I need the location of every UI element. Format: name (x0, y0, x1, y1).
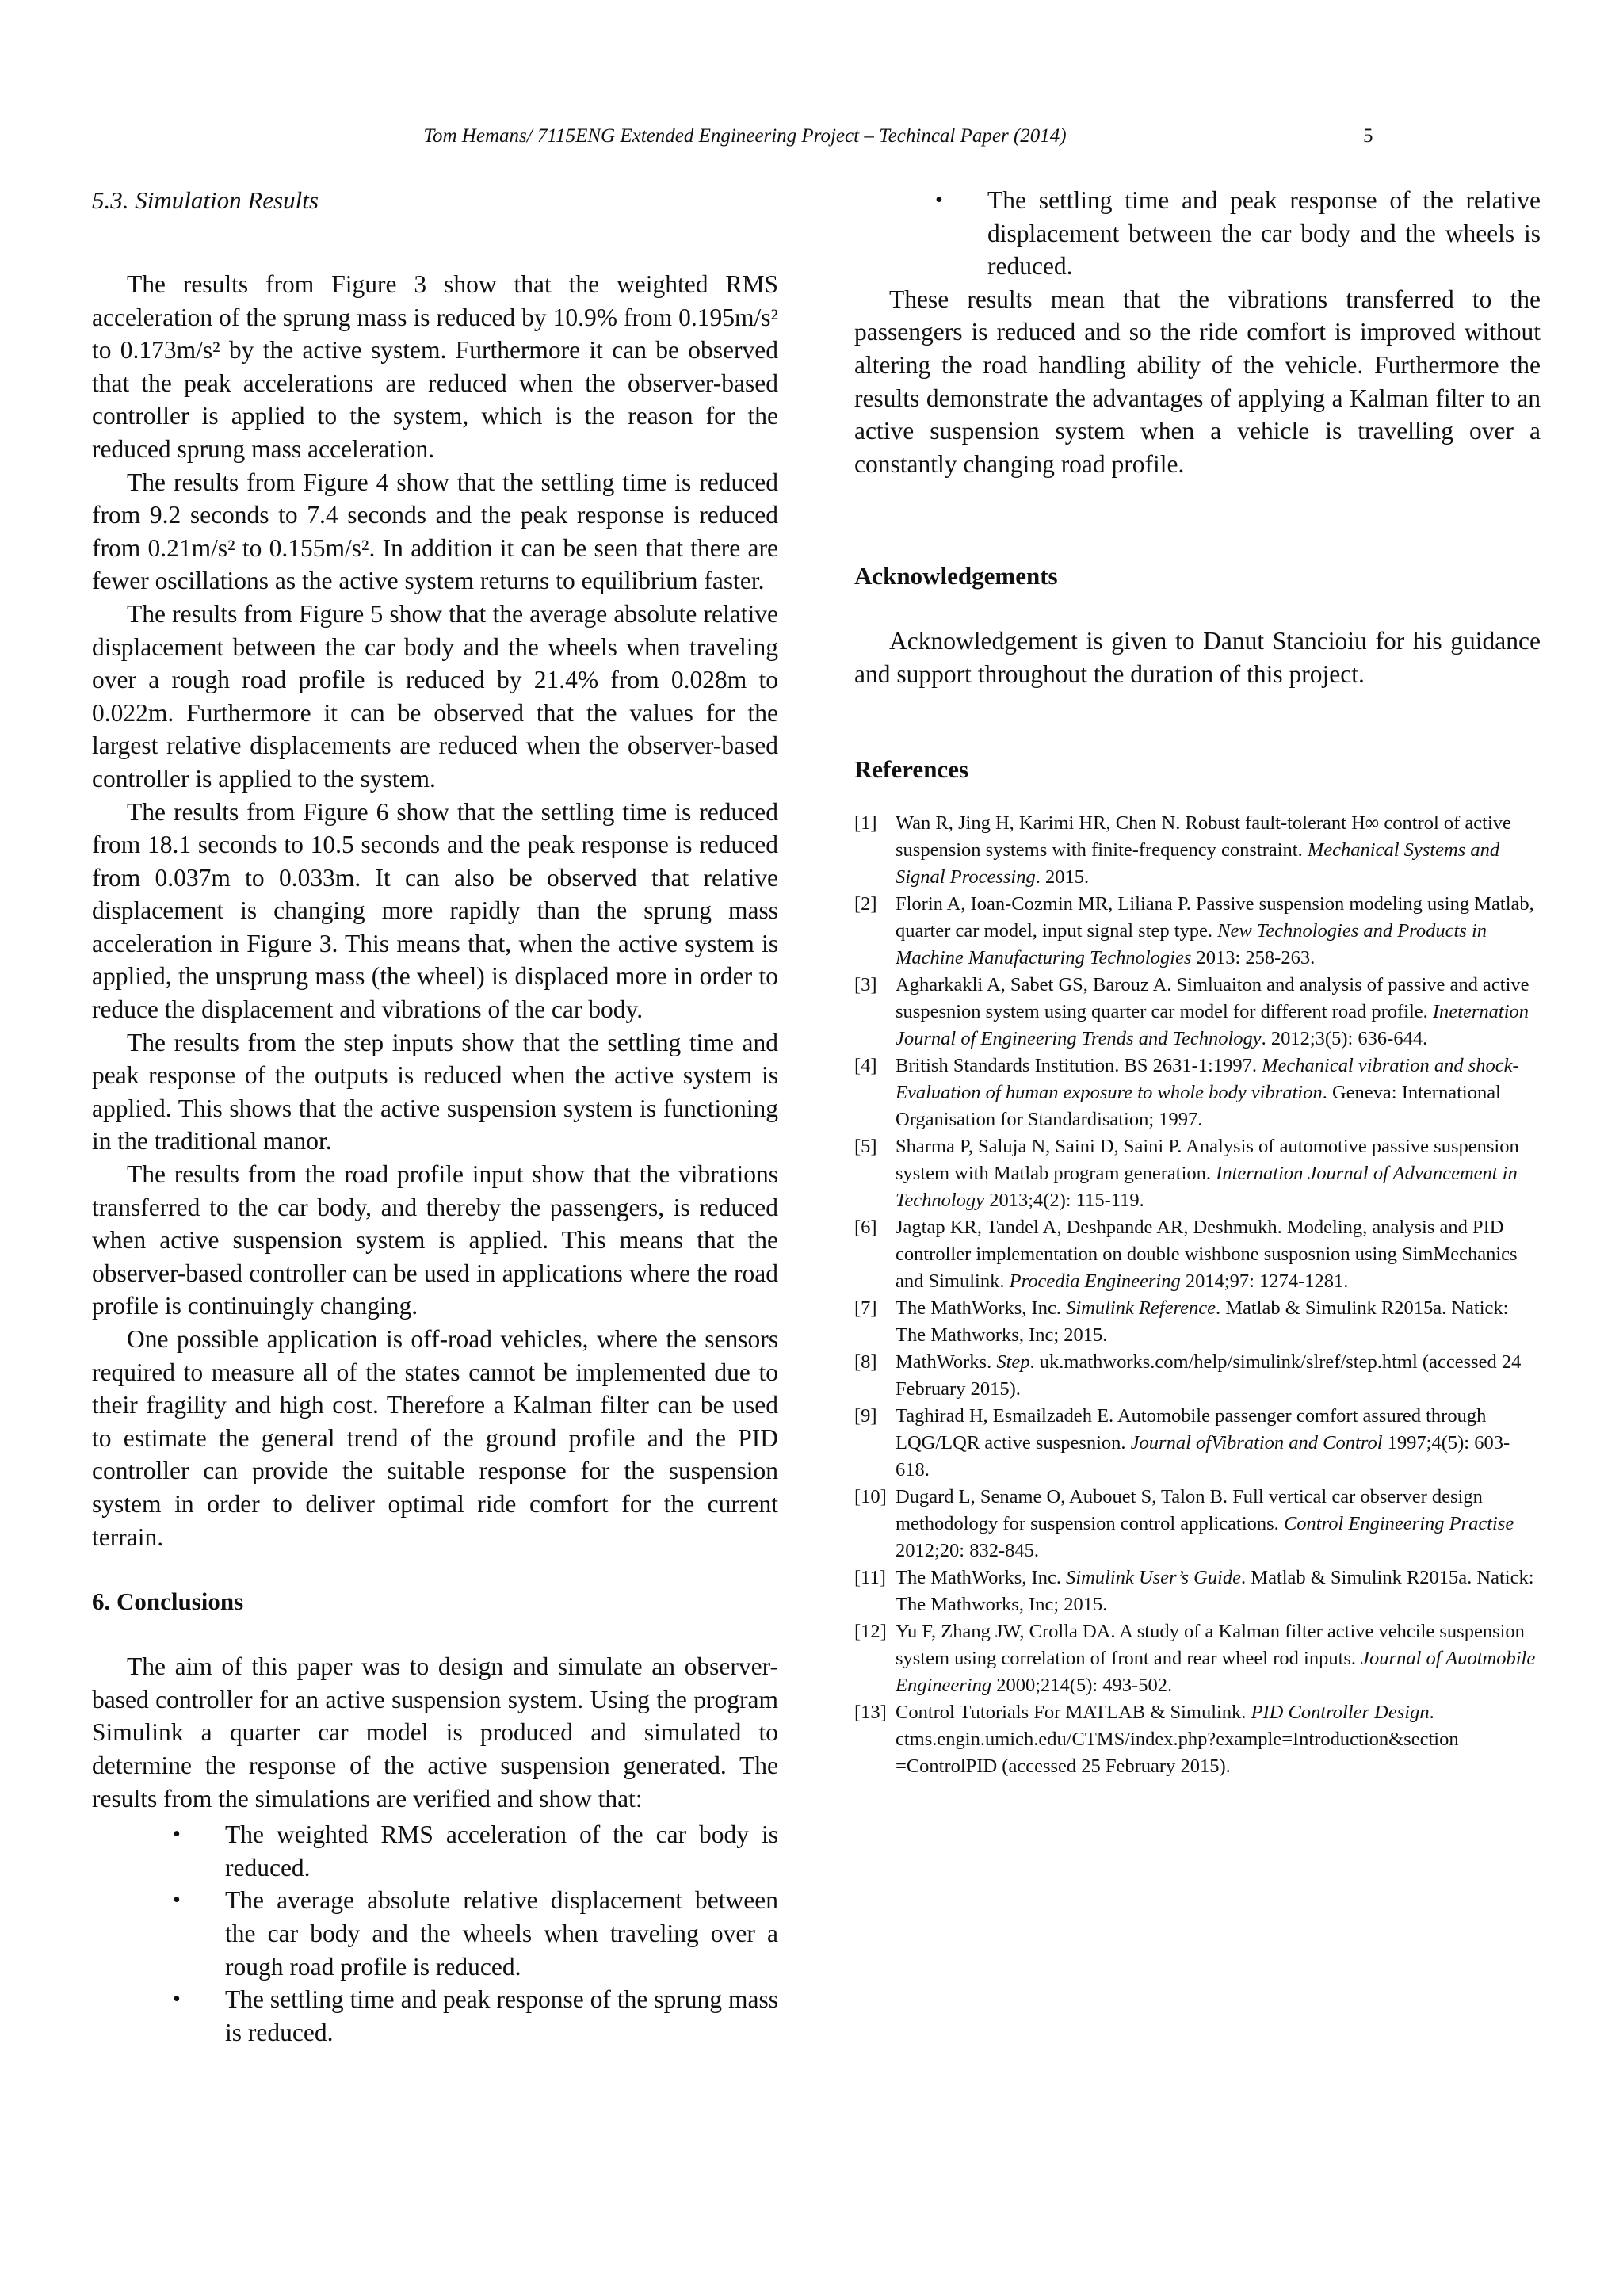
left-column (92, 184, 778, 2049)
continued-bullet-list (935, 184, 1541, 283)
section-heading-conclusions: 6. Conclusions (92, 1587, 244, 1616)
section-heading-acknowledgements: Acknowledgements (854, 562, 1058, 590)
reference-item (854, 1699, 1541, 1780)
reference-text: British Standards Institution. BS 2631-1:1997. (896, 1054, 1262, 1076)
bullet-text: The average absolute relative displacement between the car body and the wheels when traveling over a rough road profile is reduced. (225, 1886, 778, 1981)
reference-tail: 2013: 258-263. (1191, 946, 1316, 968)
reference-source: Journal ofVibration and Control (1130, 1431, 1383, 1454)
reference-text: Taghirad H, Esmailzadeh E. Automobile passenger comfort assured through LQG/LQR active suspesnion. (896, 1404, 1487, 1454)
reference-number: [9] (854, 1404, 877, 1427)
reference-number: [8] (854, 1350, 877, 1373)
reference-source: Ineternation Journal of Engineering Trends and Technology (896, 1000, 1529, 1049)
reference-number: [1] (854, 812, 877, 834)
paragraph: The results from Figure 5 show that the average absolute relative displacement between the car body and the wheels when traveling over a rough road profile is reduced by 21.4% from 0.028m to 0.022m. Furthermore it can be observed that the values for the largest relative displacements are reduced when the observer-based controller is applied to the system. (92, 599, 778, 793)
reference-number: [5] (854, 1135, 877, 1157)
paragraph: The results from Figure 6 show that the settling time is reduced from 18.1 seconds to 10.5 seconds and the peak response is reduced from 0.037m to 0.033m. It can also be observed that relative displacement is changing more rapidly than the sprung mass acceleration in Figure 3. This means that, when the active system is applied, the unsprung mass (the wheel) is displaced more in order to reduce the displacement and vibrations of the car body. (92, 797, 778, 1024)
paragraph: The results from Figure 3 show that the weighted RMS acceleration of the sprung mass is reduced by 10.9% from 0.195m/s² to 0.173m/s² by the active system. Furthermore it can be observed that the peak accelerations are reduced when the observer-based controller is applied to the system, which is the reason for the reduced sprung mass acceleration. (92, 270, 778, 463)
section-heading-references: References (854, 755, 969, 783)
reference-tail: 1997;4(5): 603-618. (896, 1431, 1510, 1480)
reference-tail: . 2015. (1035, 865, 1090, 888)
reference-item (854, 1403, 1541, 1484)
paragraph: These results mean that the vibrations transferred to the passengers is reduced and so the ride comfort is improved without altering the road handling ability of the vehicle. Furthermore the results demonstrate the advantages of applying a Kalman filter to an active suspension system when a vehicle is travelling over a constantly changing road profile. (854, 285, 1541, 478)
reference-tail: . Geneva: International Organisation for Standardisation; 1997. (896, 1081, 1501, 1130)
reference-text: Yu F, Zhang JW, Crolla DA. A study of a Kalman filter active vehcile suspension system using correlation of front and rear wheel rod inputs. (896, 1620, 1525, 1669)
reference-source: Mechanical Systems and Signal Processing (896, 839, 1500, 888)
bullet-icon: • (173, 1888, 181, 1913)
reference-text: Dugard L, Sename O, Aubouet S, Talon B. Full vertical car observer design methodology for suspension control applications. (896, 1485, 1483, 1534)
reference-source: Step (996, 1350, 1030, 1373)
reference-item (854, 1484, 1541, 1564)
reference-source: Procedia Engineering (1009, 1270, 1181, 1292)
paragraph: One possible application is off-road vehicles, where the sensors required to measure all of the states cannot be implemented due to their fragility and high cost. Therefore a Kalman filter can be used to estimate the general trend of the ground profile and the PID controller can provide the suitable response for the suspension system in order to deliver optimal ride comfort for the current terrain. (92, 1325, 778, 1551)
reference-text: Sharma P, Saluja N, Saini D, Saini P. Analysis of automotive passive suspension system with Matlab program generation. (896, 1135, 1519, 1184)
reference-tail: . uk.mathworks.com/help/simulink/slref/step.html (accessed 24 February 2015). (896, 1350, 1522, 1400)
reference-item (854, 1052, 1541, 1133)
reference-number: [2] (854, 892, 877, 915)
conclusions-paragraph: The aim of this paper was to design and simulate an observer-based controller for an active suspension system. Using the program Simulink a quarter car model is produced and simulated to determine the response of the active suspension generated. The results from the simulations are verified and show that: (92, 1652, 778, 1813)
list-item (173, 1884, 778, 1983)
bullet-icon: • (173, 1822, 181, 1847)
reference-text: The MathWorks, Inc. (896, 1297, 1067, 1319)
reference-item (854, 1564, 1541, 1618)
reference-number: [12] (854, 1620, 887, 1642)
reference-number: [4] (854, 1054, 877, 1076)
reference-item (854, 1214, 1541, 1295)
reference-number: [11] (854, 1566, 886, 1588)
reference-text: Agharkakli A, Sabet GS, Barouz A. Simluaiton and analysis of passive and active suspesnion system using quarter car model for different road profile. (896, 973, 1529, 1022)
reference-source: Simulink Reference (1066, 1297, 1216, 1319)
reference-item (854, 972, 1541, 1052)
reference-source: Journal of Auotmobile Engineering (896, 1647, 1536, 1696)
reference-source: PID Controller Design (1251, 1701, 1430, 1723)
reference-tail: . Matlab & Simulink R2015a. Natick: The Mathworks, Inc; 2015. (896, 1297, 1509, 1346)
reference-item (854, 1133, 1541, 1214)
reference-tail: 2014;97: 1274-1281. (1180, 1270, 1349, 1292)
reference-number: [13] (854, 1701, 887, 1723)
reference-source: Mechanical vibration and shock- Evaluation of human exposure to whole body vibration (896, 1054, 1519, 1103)
list-item (173, 1983, 778, 2049)
bullet-text: The settling time and peak response of the sprung mass is reduced. (225, 1985, 778, 2046)
reference-item (854, 1349, 1541, 1403)
reference-source: Control Engineering Practise (1283, 1512, 1514, 1534)
header-title: Tom Hemans/ 7115ENG Extended Engineering Project – Techincal Paper (2014) (423, 125, 1067, 147)
paragraph: The results from the road profile input show that the vibrations transferred to the car body, and thereby the passengers, is reduced when active suspension system is applied. This means that the observer-based controller can be used in applications where the road profile is continuingly changing. (92, 1160, 778, 1320)
reference-item (854, 810, 1541, 891)
section-heading-simulation-results: 5.3. Simulation Results (92, 186, 319, 214)
reference-item (854, 1618, 1541, 1699)
paragraph: The results from Figure 4 show that the settling time is reduced from 9.2 seconds to 7.4 seconds and the peak response is reduced from 0.21m/s² to 0.155m/s². In addition it can be seen that there are fewer oscillations as the active system returns to equilibrium faster. (92, 468, 778, 595)
reference-text: MathWorks. (896, 1350, 997, 1373)
reference-source: Internation Journal of Advancement in Technology (896, 1162, 1518, 1211)
list-item (935, 184, 1541, 283)
reference-tail: 2012;20: 832-845. (896, 1539, 1040, 1561)
reference-tail: 2013;4(2): 115-119. (984, 1189, 1144, 1211)
reference-number: [10] (854, 1485, 887, 1507)
reference-tail: . Matlab & Simulink R2015a. Natick: The Mathworks, Inc; 2015. (896, 1566, 1534, 1615)
reference-number: [7] (854, 1297, 877, 1319)
reference-source: New Technologies and Products in Machine Manufacturing Technologies (896, 919, 1487, 968)
bullet-icon: • (173, 1987, 181, 2012)
reference-tail: . ctms.engin.umich.edu/CTMS/index.php?example=Introduction&section =ControlPID (accessed 25 February 2015). (896, 1701, 1459, 1777)
list-item (173, 1818, 778, 1884)
right-column (854, 184, 1541, 1780)
reference-text: Jagtap KR, Tandel A, Deshpande AR, Deshmukh. Modeling, analysis and PID controller implementation on double wishbone susposnion using SimMechanics and Simulink. (896, 1216, 1518, 1292)
reference-text: Wan R, Jing H, Karimi HR, Chen N. Robust fault-tolerant H∞ control of active suspension systems with finite-frequency constraint. (896, 812, 1511, 861)
reference-item (854, 1295, 1541, 1349)
reference-item (854, 891, 1541, 972)
reference-text: Control Tutorials For MATLAB & Simulink. (896, 1701, 1251, 1723)
conclusions-bullet-list (173, 1818, 778, 2049)
reference-number: [6] (854, 1216, 877, 1238)
bullet-text: The weighted RMS acceleration of the car body is reduced. (225, 1820, 778, 1881)
reference-source: Simulink User’s Guide (1066, 1566, 1242, 1588)
bullet-text: The settling time and peak response of the relative displacement between the car body and the wheels is reduced. (987, 186, 1541, 281)
running-header (0, 125, 1623, 157)
reference-text: The MathWorks, Inc. (896, 1566, 1067, 1588)
reference-number: [3] (854, 973, 877, 995)
paragraph: The results from the step inputs show that the settling time and peak response of the outputs is reduced when the active system is applied. This shows that the active suspension system is functioning in the traditional manor. (92, 1028, 778, 1156)
reference-list (854, 810, 1541, 1780)
page-number: 5 (1363, 125, 1373, 147)
bullet-icon: • (935, 188, 943, 212)
reference-tail: . 2012;3(5): 636-644. (1261, 1027, 1428, 1049)
reference-text: Florin A, Ioan-Cozmin MR, Liliana P. Passive suspension modeling using Matlab, quarter car model, input signal step type. (896, 892, 1534, 942)
acknowledgements-text: Acknowledgement is given to Danut Stancioiu for his guidance and support throughout the duration of this project. (854, 627, 1541, 688)
reference-tail: 2000;214(5): 493-502. (991, 1674, 1173, 1696)
